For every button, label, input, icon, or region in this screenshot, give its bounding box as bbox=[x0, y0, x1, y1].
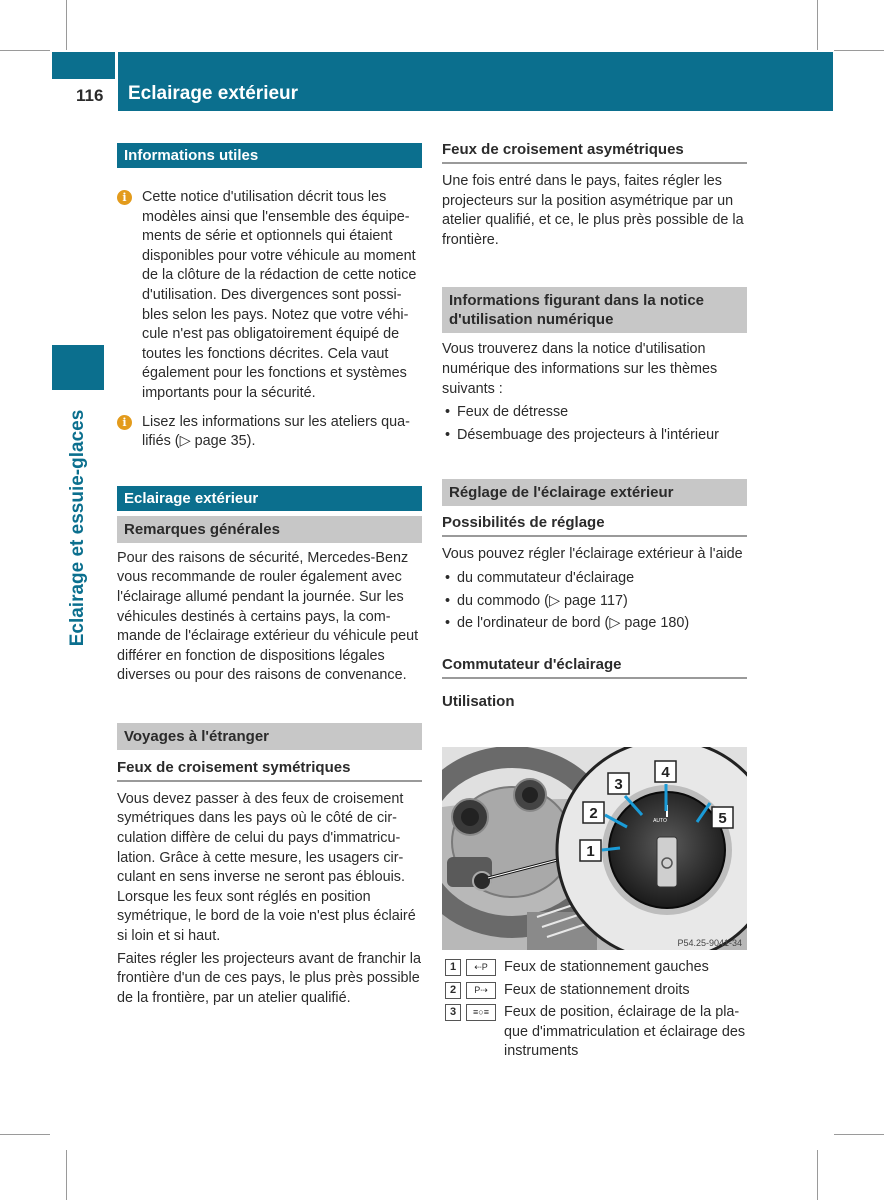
parking-light-right-icon: P⇢ bbox=[466, 982, 496, 999]
crop-mark bbox=[0, 1134, 50, 1135]
legend-item bbox=[442, 958, 747, 978]
crop-mark bbox=[817, 0, 818, 50]
symmetric-beam-text-2: Faites régler les projecteurs avant de franchir la frontière d'un de ces pays, le plus près possible de la frontière, par un atelier qualifié. bbox=[117, 950, 421, 1006]
general-remarks-text: Pour des raisons de sécurité, Mercedes-Benz vous recommande de rouler également avec l'éclairage allumé pendant la journée. Sur les véhicules destinés à certains pays, la commande de l'éclairage extérieur du véhicule peut différer en fonction de dispositions légales diverses ou pour des raisons de convenance. bbox=[117, 549, 419, 684]
list-item: • Feux de détresse bbox=[442, 403, 747, 423]
options-intro: Vous pouvez régler l'éclairage extérieur à l'aide bbox=[442, 546, 743, 563]
side-light-icon: ≡○≡ bbox=[466, 1004, 496, 1021]
callout-label: 5 bbox=[718, 810, 727, 827]
info-icon: i bbox=[117, 190, 132, 205]
legend-number: 3 bbox=[445, 1004, 461, 1021]
figure-reference: P54.25-9041-34 bbox=[677, 938, 742, 948]
light-switch-figure bbox=[442, 747, 747, 950]
right-column bbox=[442, 140, 747, 711]
legend-text: Feux de position, éclairage de la plaque d'immatriculation et éclairage des instruments bbox=[504, 1004, 746, 1060]
digital-manual-intro: Vous trouverez dans la notice d'utilisation numérique des informations sur les thèmes suivants : bbox=[442, 341, 718, 397]
callout-label: 3 bbox=[614, 776, 623, 793]
legend-number: 1 bbox=[445, 959, 461, 976]
symmetric-beam-heading: Feux de croisement symétriques bbox=[117, 758, 422, 782]
crop-mark bbox=[66, 0, 67, 50]
usage-heading: Utilisation bbox=[442, 692, 515, 710]
callout-label: 2 bbox=[589, 805, 598, 822]
dashboard-photo bbox=[442, 747, 747, 950]
options-list bbox=[442, 569, 747, 634]
chapter-title: Eclairage extérieur bbox=[128, 83, 299, 104]
left-column bbox=[117, 143, 422, 1008]
section-heading: Eclairage extérieur bbox=[117, 486, 422, 511]
digital-manual-list bbox=[442, 403, 747, 445]
digital-manual-heading: Informations figurant dans la notice d'utilisation numérique bbox=[442, 287, 747, 333]
symmetric-beam-text: Vous devez passer à des feux de croisement symétriques dans les pays où le côté de circulation diffère de celui du pays d'immatriculation. Grâce à cette mesure, les usagers circulant en sens inverse ne seront pas éblouis. Lorsque les feux sont réglés en position symétrique, le bord de la voie n'est plus éclairé si loin et si haut. bbox=[117, 790, 416, 945]
callout-label: 1 bbox=[586, 843, 595, 860]
legend-text: Feux de stationnement droits bbox=[504, 981, 690, 998]
crop-mark bbox=[834, 50, 884, 51]
list-item: • du commodo (▷ page 117) bbox=[442, 592, 747, 612]
legend-text: Feux de stationnement gauches bbox=[504, 959, 709, 975]
legend-number: 2 bbox=[445, 982, 461, 999]
side-tab-marker bbox=[52, 345, 104, 390]
asymmetric-beam-text: Une fois entré dans le pays, faites régler les projecteurs sur la position asymétrique par un atelier qualifié, et ce, le plus près possible de la frontière. bbox=[442, 173, 744, 248]
info-text: Cette notice d'utilisation décrit tous les modèles ainsi que l'ensemble des équipements de série et optionnels qui étaient disponibles pour votre véhicule au moment de la clôture de la rédaction de cette notice d'utilisation. Des divergences sont possibles selon les pays. Notez que votre véhicule n'est pas obligatoirement équipé de toutes les fonctions décrites. Cela vaut également pour les fonctions et systèmes importants pour la sécurité. bbox=[142, 189, 417, 401]
page-number: 116 bbox=[76, 86, 104, 105]
light-switch-heading: Commutateur d'éclairage bbox=[442, 655, 747, 679]
info-item bbox=[117, 188, 422, 404]
crop-mark bbox=[66, 1150, 67, 1200]
asymmetric-beam-heading: Feux de croisement asymétriques bbox=[442, 140, 747, 164]
header-separator bbox=[115, 52, 118, 111]
parking-light-left-icon: ⇠P bbox=[466, 959, 496, 976]
crop-mark bbox=[817, 1150, 818, 1200]
legend-item bbox=[442, 1003, 747, 1062]
list-item: • de l'ordinateur de bord (▷ page 180) bbox=[442, 614, 747, 634]
side-tab-label: Eclairage et essuie-glaces bbox=[67, 409, 88, 647]
legend-item bbox=[442, 981, 747, 1001]
options-heading: Possibilités de réglage bbox=[442, 513, 747, 537]
settings-heading: Réglage de l'éclairage extérieur bbox=[442, 479, 747, 506]
info-heading: Informations utiles bbox=[117, 143, 422, 168]
info-item bbox=[117, 413, 422, 452]
crop-mark bbox=[0, 50, 50, 51]
info-text: Lisez les informations sur les ateliers qualifiés (▷ page 35). bbox=[142, 413, 410, 450]
figure-legend bbox=[442, 958, 747, 1065]
callout-label: 4 bbox=[661, 764, 670, 781]
travel-heading: Voyages à l'étranger bbox=[117, 723, 422, 750]
general-remarks-heading: Remarques générales bbox=[117, 516, 422, 543]
crop-mark bbox=[834, 1134, 884, 1135]
list-item: • Désembuage des projecteurs à l'intérieur bbox=[442, 426, 747, 446]
auto-label: AUTO bbox=[653, 818, 667, 824]
info-icon: i bbox=[117, 415, 132, 430]
list-item: • du commutateur d'éclairage bbox=[442, 569, 747, 589]
